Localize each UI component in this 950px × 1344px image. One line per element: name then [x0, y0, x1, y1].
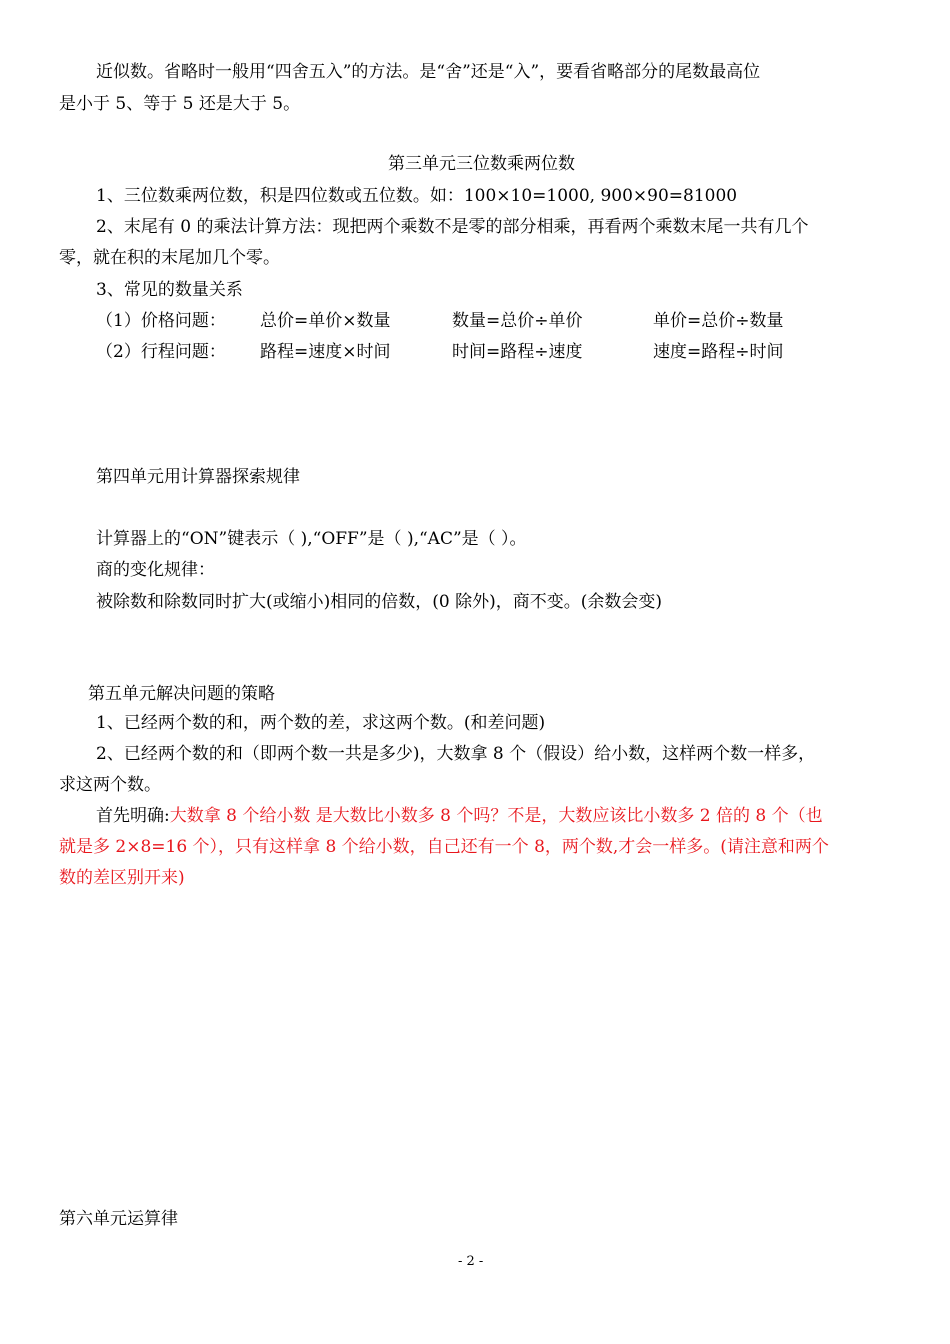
- note-emphasis: 就是多 2×8=16 个），只有这样拿 8 个给小数，自己还有一个 8，两个数,才会一样多。(请注意和两个: [59, 837, 829, 857]
- formula-row-travel: [96, 340, 876, 364]
- paragraph-line: 近似数。省略时一般用“四舍五入”的方法。是“舍”还是“入”，要看省略部分的尾数最高位: [96, 62, 761, 82]
- formula: 单价=总价÷数量: [653, 311, 784, 331]
- formula: 速度=路程÷时间: [653, 342, 784, 362]
- formula-label: （2）行程问题：: [96, 342, 226, 362]
- page-number: - 2 -: [458, 1254, 484, 1269]
- section-title-unit5: 第五单元解决问题的策略: [88, 684, 275, 704]
- formula-row-price: [96, 309, 876, 333]
- note-label: 首先明确:: [96, 806, 170, 826]
- paragraph-line: 零，就在积的末尾加几个零。: [59, 248, 280, 268]
- note-emphasis: 数的差区别开来): [59, 868, 185, 888]
- section-title-unit3: 第三单元三位数乘两位数: [388, 154, 575, 174]
- paragraph-line: 商的变化规律：: [96, 560, 215, 580]
- paragraph-line: 求这两个数。: [59, 775, 161, 795]
- paragraph-line: 3、常见的数量关系: [96, 280, 243, 300]
- paragraph-line: 2、末尾有 0 的乘法计算方法：现把两个乘数不是零的部分相乘，再看两个乘数末尾一共有几个: [96, 217, 809, 237]
- formula: 时间=路程÷速度: [452, 342, 583, 362]
- paragraph-line: 被除数和除数同时扩大(或缩小)相同的倍数，(0 除外)，商不变。(余数会变): [96, 592, 663, 612]
- formula: 数量=总价÷单价: [452, 311, 583, 331]
- paragraph-line: 2、已经两个数的和（即两个数一共是多少)，大数拿 8 个（假设）给小数，这样两个数一样多，: [96, 744, 816, 764]
- paragraph-line: 1、已经两个数的和，两个数的差，求这两个数。(和差问题): [96, 713, 546, 733]
- note-emphasis: 大数拿 8 个给小数 是大数比小数多 8 个吗？不是，大数应该比小数多 2 倍的 8 个（也: [169, 806, 823, 826]
- note-line: [96, 804, 823, 828]
- formula: 路程=速度×时间: [260, 342, 391, 362]
- formula: 总价=单价×数量: [260, 311, 391, 331]
- formula-label: （1）价格问题：: [96, 311, 226, 331]
- paragraph-line: 是小于 5、等于 5 还是大于 5。: [59, 94, 301, 114]
- paragraph-line: 1、三位数乘两位数，积是四位数或五位数。如：100×10=1000, 900×90=81000: [96, 186, 738, 206]
- paragraph-line: 计算器上的“ON”键表示（ ),“OFF”是（ ),“AC”是（ ）。: [96, 529, 527, 549]
- section-title-unit6: 第六单元运算律: [59, 1209, 178, 1229]
- section-title-unit4: 第四单元用计算器探索规律: [96, 467, 300, 487]
